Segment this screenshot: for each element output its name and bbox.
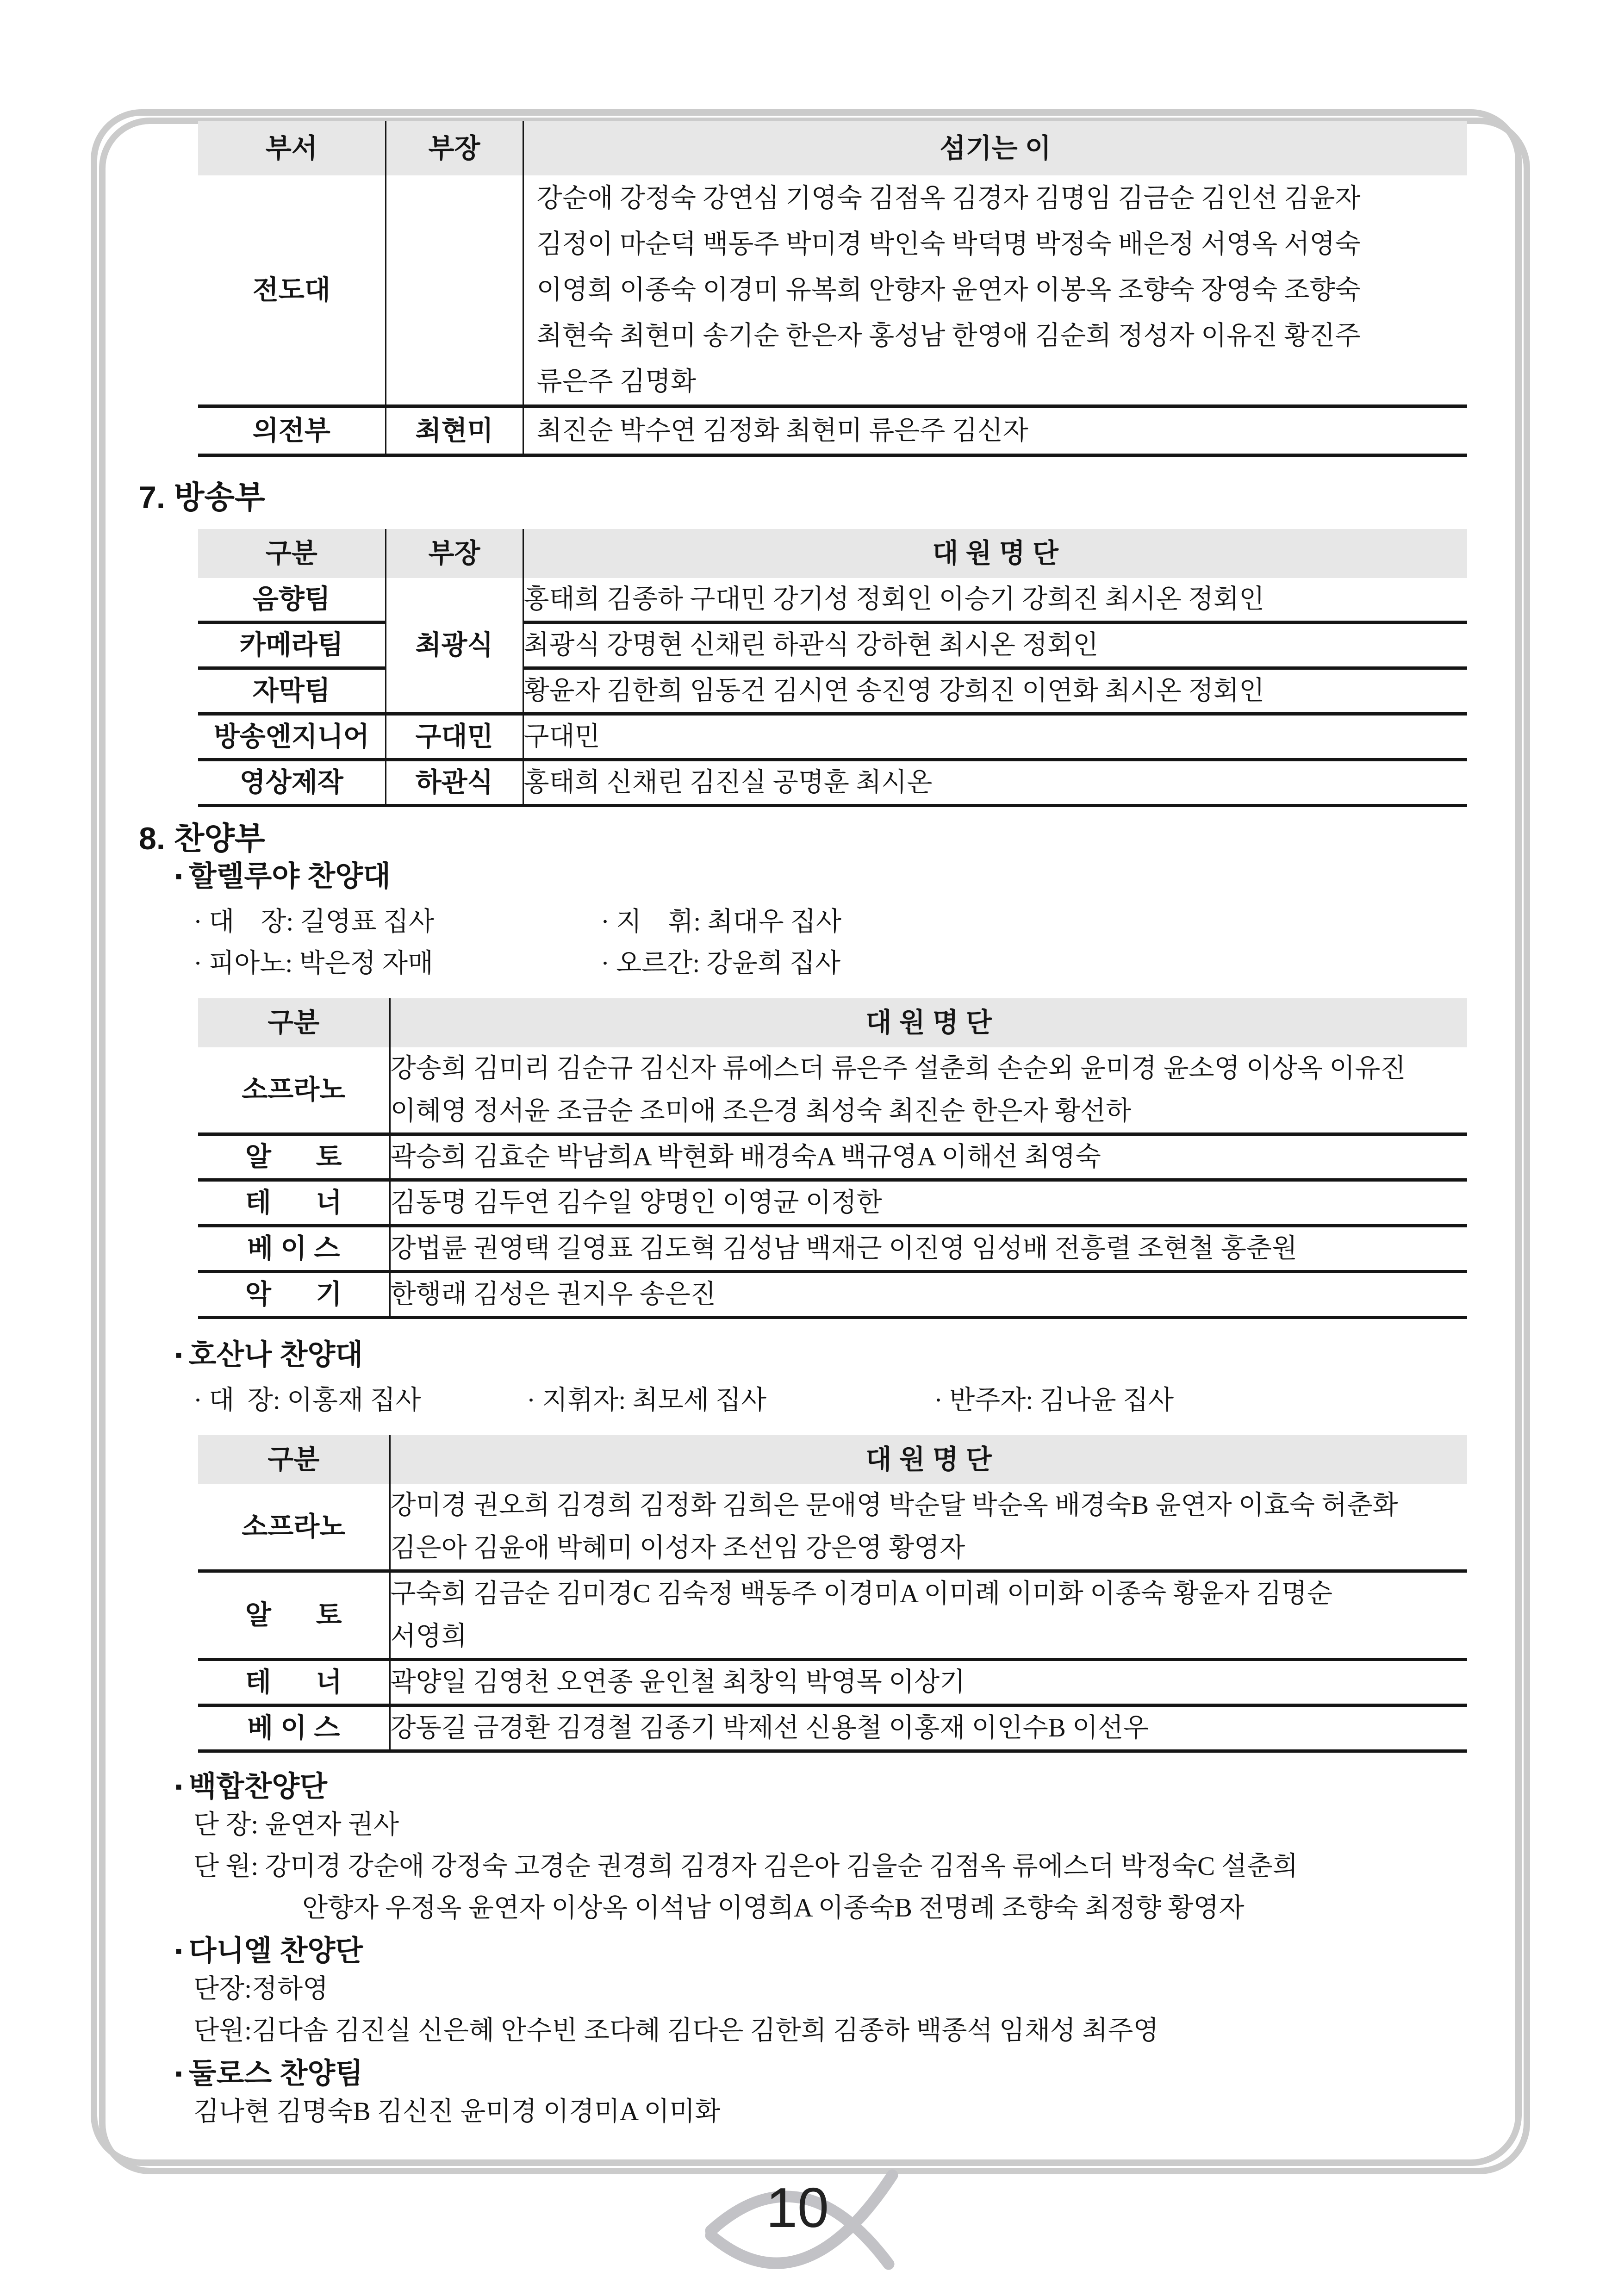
- member-line: 이영희 이종숙 이경미 유복희 안향자 윤연자 이봉옥 조향숙 장영숙 조향숙: [536, 275, 1361, 305]
- team-name: 음향팀: [252, 584, 330, 614]
- subsection-title-daniel: [175, 1934, 1618, 1968]
- bullet-icon: ▪: [175, 1940, 182, 1962]
- officer-item: · 반주자: 김나윤 집사: [934, 1386, 1174, 1415]
- officer-item: · 피아노: 박은정 자매: [193, 949, 434, 978]
- subsection-title-text: 둘로스 찬양팀: [188, 2058, 363, 2090]
- officer-item: · 지휘자: 최모세 집사: [527, 1386, 767, 1415]
- part-name: 테 너: [198, 1180, 390, 1226]
- broadcast-table-header-row: [198, 529, 1467, 578]
- page-content: [0, 121, 1618, 2133]
- part-name: 악 기: [198, 1272, 390, 1318]
- member-line: 이혜영 정서윤 조금순 조미애 조은경 최성숙 최진순 한은자 황선하: [390, 1096, 1132, 1126]
- team-head: 최광식: [386, 578, 523, 714]
- part-name: 알 토: [198, 1571, 390, 1660]
- dept-head: 최현미: [386, 406, 523, 455]
- member-line: 강법륜 권영택 길영표 김도혁 김성남 백재근 이진영 임성배 전흥렬 조현철 홍춘원: [390, 1234, 1298, 1263]
- member-list: [390, 1660, 1467, 1705]
- dept-head: [386, 175, 523, 406]
- dept-col-header: 부서: [198, 121, 386, 175]
- table-row-bass: [198, 1226, 1467, 1272]
- subsection-title-text: 백합찬양단: [188, 1771, 328, 1803]
- footer-fish-logo: [703, 2162, 915, 2283]
- member-line: 구대민: [523, 722, 600, 751]
- dulos-members: 김나현 김명숙B 김신진 윤미경 이경미A 이미화: [193, 2097, 721, 2126]
- part-name: 알 토: [198, 1134, 390, 1180]
- subsection-title-text: 호산나 찬양대: [188, 1339, 363, 1371]
- member-line: 최광식 강명현 신채린 하관식 강하현 최시온 정회인: [523, 630, 1099, 660]
- subsection-title-baekhap: [175, 1769, 1618, 1804]
- member-list: [390, 1180, 1467, 1226]
- member-list: [390, 1134, 1467, 1180]
- member-list: [390, 1047, 1467, 1134]
- group-col-header: 구분: [198, 529, 386, 578]
- member-line: 김정이 마순덕 백동주 박미경 박인숙 박덕명 박정숙 배은정 서영옥 서영숙: [536, 230, 1361, 259]
- member-list: [390, 1272, 1467, 1318]
- part-name: 베 이 스: [198, 1705, 390, 1751]
- part-name: 소프라노: [242, 1512, 346, 1542]
- bullet-icon: ▪: [175, 1344, 182, 1366]
- member-list: [523, 622, 1467, 668]
- member-line: 김동명 김두연 김수일 양명인 이영균 이정한: [390, 1188, 882, 1217]
- team-head: 구대민: [386, 714, 523, 760]
- table-row-tenor: [198, 1660, 1467, 1705]
- member-line: 구숙희 김금순 김미경C 김숙정 백동주 이경미A 이미례 이미화 이종숙 황윤자 김명순: [390, 1579, 1333, 1608]
- member-line: 강미경 권오희 김경희 김정화 김희은 문애영 박순달 박순옥 배경숙B 윤연자 이효숙 허춘화: [390, 1491, 1398, 1520]
- table-row-tenor: [198, 1180, 1467, 1226]
- hallelujah-table: [198, 998, 1467, 1319]
- section-title-broadcast: 7. 방송부: [139, 480, 265, 515]
- head-col-header: 부장: [386, 121, 523, 175]
- part-name: 테 너: [198, 1660, 390, 1705]
- member-line: 최진순 박수연 김정화 최현미 류은주 김신자: [536, 416, 1028, 445]
- table-row-audio-team: [198, 578, 1467, 622]
- officer-item: · 대 장: 이홍재 집사: [193, 1386, 421, 1415]
- group-col-header: 구분: [198, 998, 390, 1047]
- daniel-leader: 단장:정하영: [193, 1974, 329, 2004]
- subsection-title-text: 다니엘 찬양단: [188, 1935, 363, 1967]
- member-list: [523, 406, 1467, 455]
- hosanna-table: [198, 1435, 1467, 1753]
- table-row-bass: [198, 1705, 1467, 1751]
- member-line: 강미경 강순애 강정숙 고경순 권경희 김경자 김은아 김을순 김점옥 류에스더 박정숙C 설춘희: [265, 1852, 1298, 1881]
- bullet-icon: ▪: [175, 2062, 182, 2085]
- table-row-alto: [198, 1134, 1467, 1180]
- member-line: 곽양일 김영천 오연종 윤인철 최창익 박영목 이상기: [390, 1668, 965, 1697]
- group-col-header: 구분: [198, 1435, 390, 1484]
- subsection-title-hosanna: [175, 1338, 1618, 1372]
- section-title-praise: 8. 찬양부: [139, 821, 265, 856]
- team-name: 영상제작: [198, 760, 386, 806]
- members-col-header: 대 원 명 단: [390, 1435, 1467, 1484]
- dept-table-header-row: [198, 121, 1467, 175]
- part-name: 베 이 스: [198, 1226, 390, 1272]
- dept-name: 의전부: [198, 406, 386, 455]
- officer-item: · 오르간: 강윤희 집사: [601, 949, 841, 978]
- hallelujah-officers: [193, 901, 1618, 984]
- member-line: 류은주 김명화: [536, 367, 697, 396]
- member-list: [390, 1484, 1467, 1571]
- member-list: [523, 175, 1467, 406]
- member-line: 강송희 김미리 김순규 김신자 류에스더 류은주 설춘희 손순외 윤미경 윤소영 이상옥 이유진: [390, 1054, 1406, 1083]
- member-line: 홍태희 신채린 김진실 공명훈 최시온: [523, 768, 933, 797]
- subsection-title-text: 할렐루야 찬양대: [188, 860, 391, 892]
- table-row-alto: [198, 1571, 1467, 1660]
- member-list: [523, 668, 1467, 714]
- members-col-header: 대 원 명 단: [523, 529, 1467, 578]
- table-row-video-production: [198, 760, 1467, 806]
- part-name: 소프라노: [242, 1075, 346, 1105]
- table-row-jeondodae: [198, 175, 1467, 406]
- member-line: 최현숙 최현미 송기순 한은자 홍성남 한영애 김순희 정성자 이유진 황진주: [536, 321, 1361, 350]
- member-list: [390, 1571, 1467, 1660]
- member-line: 강순애 강정숙 강연심 기영숙 김점옥 김경자 김명임 김금순 김인선 김윤자: [536, 184, 1361, 213]
- table-row-instruments: [198, 1272, 1467, 1318]
- hosanna-table-header-row: [198, 1435, 1467, 1484]
- member-list: [390, 1226, 1467, 1272]
- members-col-header: 대 원 명 단: [390, 998, 1467, 1047]
- table-row-engineer: [198, 714, 1467, 760]
- member-label: 단 원:: [193, 1852, 265, 1881]
- team-name: 카메라팀: [198, 622, 386, 668]
- baekhap-members-line2: 안향자 우정옥 윤연자 이상옥 이석남 이영희A 이종숙B 전명례 조향숙 최정향 황영자: [302, 1893, 1245, 1923]
- member-line: 강동길 금경환 김경철 김종기 박제선 신용철 이홍재 이인수B 이선우: [390, 1713, 1149, 1742]
- member-line: 곽승희 김효순 박남희A 박현화 배경숙A 백규영A 이해선 최영숙: [390, 1142, 1101, 1171]
- subsection-title-hallelujah: [175, 859, 1618, 894]
- daniel-members: 단원:김다솜 김진실 신은혜 안수빈 조다혜 김다은 김한희 김종하 백종석 임채성 최주영: [193, 2016, 1159, 2045]
- page-number: 10: [766, 2176, 829, 2239]
- hosanna-officers: [193, 1380, 1618, 1421]
- subsection-title-dulos: [175, 2056, 1618, 2091]
- baekhap-leader: 단 장: 윤연자 권사: [193, 1810, 399, 1839]
- bullet-icon: ▪: [175, 1775, 182, 1798]
- members-col-header: 섬기는 이: [523, 121, 1467, 175]
- member-line: 서영희: [390, 1622, 467, 1651]
- team-name: 자막팀: [198, 668, 386, 714]
- baekhap-members: [193, 1846, 1618, 1887]
- member-list: [523, 714, 1467, 760]
- officer-item: · 대 장: 길영표 집사: [193, 907, 435, 936]
- hallelujah-table-header-row: [198, 998, 1467, 1047]
- member-line: 황윤자 김한희 임동건 김시연 송진영 강희진 이연화 최시온 정회인: [523, 676, 1265, 705]
- member-line: 김은아 김윤애 박혜미 이성자 조선임 강은영 황영자: [390, 1533, 965, 1562]
- member-list: [390, 1705, 1467, 1751]
- bullet-icon: ▪: [175, 865, 182, 888]
- broadcast-table: [198, 529, 1467, 807]
- table-row-soprano: [198, 1047, 1467, 1134]
- head-col-header: 부장: [386, 529, 523, 578]
- member-line: 홍태희 김종하 구대민 강기성 정회인 이승기 강희진 최시온 정회인: [523, 585, 1265, 614]
- member-list: [523, 760, 1467, 806]
- team-head: 하관식: [386, 760, 523, 806]
- table-row-uijeonbu: [198, 406, 1467, 455]
- officer-item: · 지 휘: 최대우 집사: [601, 907, 842, 936]
- table-row-soprano: [198, 1484, 1467, 1571]
- dept-table: [198, 121, 1467, 457]
- member-list: [523, 578, 1467, 622]
- team-name: 방송엔지니어: [198, 714, 386, 760]
- dept-name: 전도대: [252, 275, 330, 305]
- member-line: 한행래 김성은 권지우 송은진: [390, 1280, 716, 1309]
